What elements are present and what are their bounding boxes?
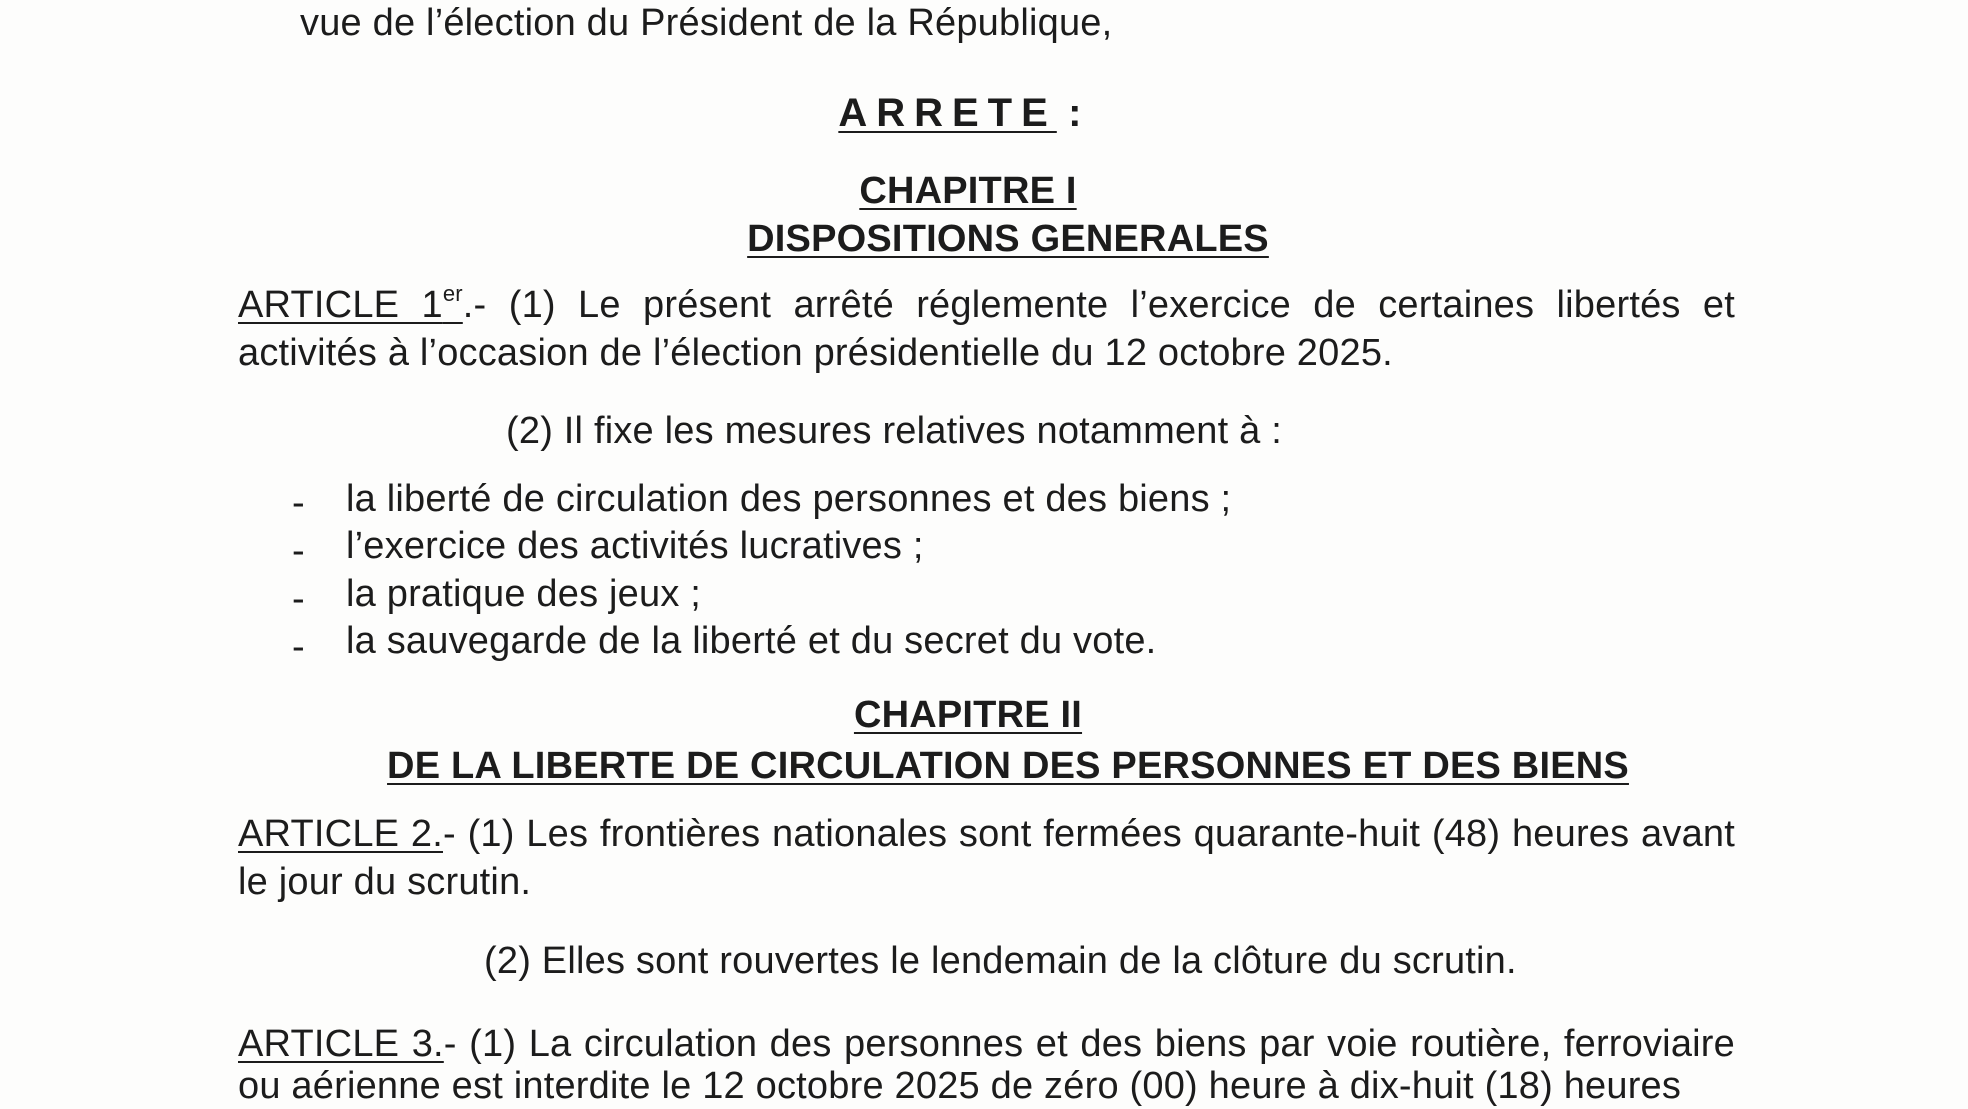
bullet-dash: -	[292, 482, 305, 524]
chapter2-number	[8, 692, 1928, 738]
chapter2-title-text: DE LA LIBERTE DE CIRCULATION DES PERSONNES ET DES BIENS	[387, 745, 1629, 787]
article3-line2-cut	[236, 1061, 1736, 1107]
chapter1-title-text: DISPOSITIONS GENERALES	[747, 218, 1269, 260]
chapter1-title	[48, 216, 1968, 262]
list-item-text: la pratique des jeux ;	[346, 573, 702, 615]
article2-paragraph1-line2: le jour du scrutin.	[238, 861, 532, 903]
article1-paragraph1-line2: activités à l’occasion de l’élection présidentielle du 12 octobre 2025.	[238, 332, 1393, 374]
article1-paragraph1-line1	[238, 282, 1735, 328]
arrete-heading	[0, 90, 1920, 136]
article1-text: (1) Le présent arrêté réglemente l’exercice de certaines libertés et	[486, 284, 1735, 326]
bullet-dash: -	[292, 530, 305, 572]
article2-sep: -	[443, 813, 456, 855]
list-item-text: la sauvegarde de la liberté et du secret du vote.	[346, 620, 1157, 662]
arrete-word: ARRETE	[838, 91, 1057, 135]
article3-sep: -	[443, 1023, 457, 1065]
article2-label: ARTICLE 2.	[238, 813, 443, 855]
article2-paragraph1-line1	[238, 811, 1735, 857]
chapter1-number-text: CHAPITRE I	[859, 170, 1077, 212]
list-item-text: l’exercice des activités lucratives ;	[346, 525, 924, 567]
article1-label: ARTICLE 1er	[238, 281, 463, 326]
article3-text: (1) La circulation des personnes et des biens par voie routière, ferroviaire	[456, 1023, 1735, 1065]
article1-sep: .-	[462, 284, 487, 326]
article3-label: ARTICLE 3.	[238, 1023, 444, 1065]
intro-line: vue de l’élection du Président de la République,	[300, 2, 1113, 44]
article2-text: (1) Les frontières nationales sont fermées quarante-huit (48) heures avant	[455, 813, 1736, 855]
article2-paragraph2: (2) Elles sont rouvertes le lendemain de la clôture du scrutin.	[484, 940, 1517, 982]
arrete-colon: :	[1068, 91, 1082, 135]
article1-paragraph2: (2) Il fixe les mesures relatives notamment à :	[506, 410, 1283, 452]
bullet-dash: -	[292, 626, 305, 668]
list-item-text: la liberté de circulation des personnes et des biens ;	[346, 478, 1232, 520]
chapter2-number-text: CHAPITRE II	[853, 694, 1083, 736]
bullet-dash: -	[292, 578, 305, 620]
chapter2-title	[48, 743, 1968, 789]
article3-paragraph1-line2: ou aérienne est interdite le 12 octobre 2025 de zéro (00) heure à dix-huit (18) heures	[238, 1065, 1682, 1107]
chapter1-number	[8, 168, 1928, 214]
